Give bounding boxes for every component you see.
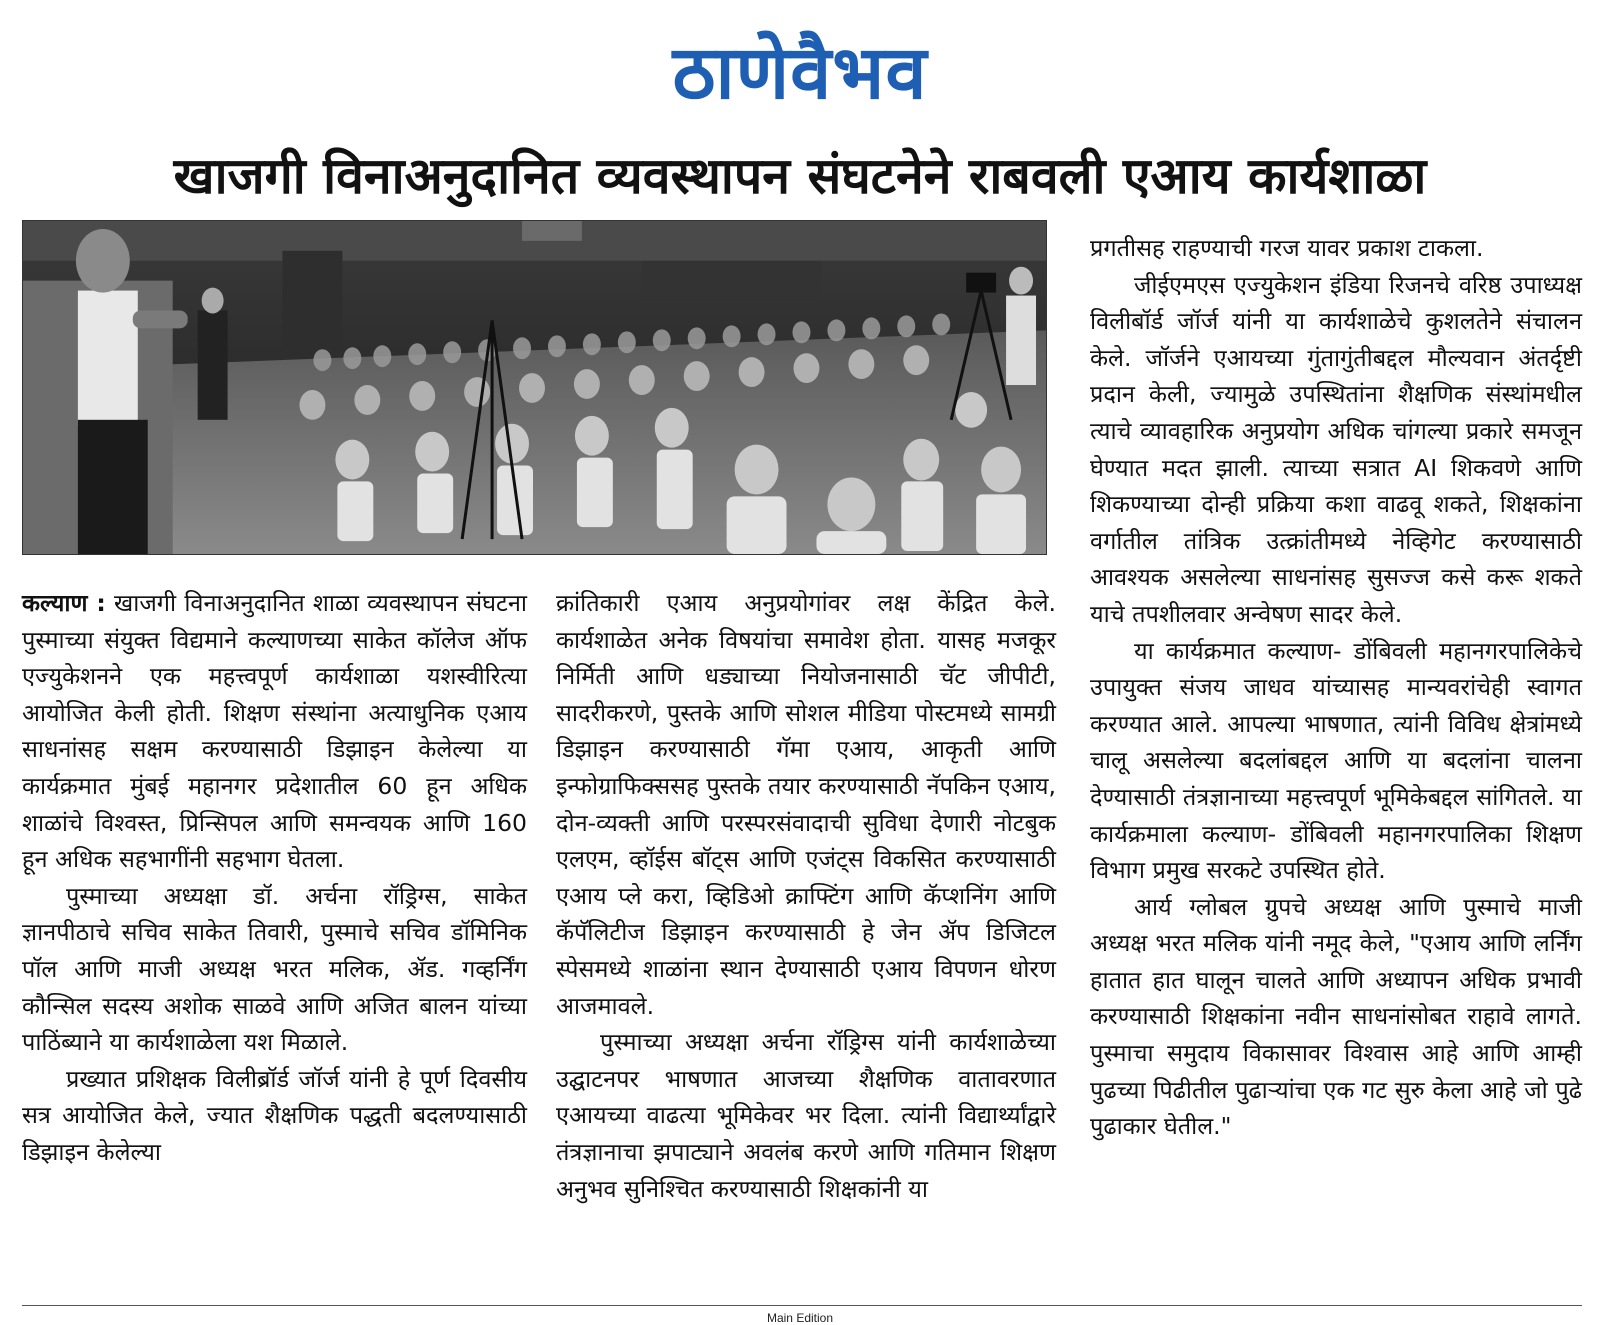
article-column-2 xyxy=(556,585,1056,1207)
masthead xyxy=(0,28,1600,118)
article-paragraph: प्रगतीसह राहण्याची गरज यावर प्रकाश टाकला. xyxy=(1090,234,1484,262)
article-paragraph: पुस्माच्या अध्यक्षा डॉ. अर्चना रॉड्रिग्स, साकेत ज्ञानपीठाचे सचिव साकेत तिवारी, पुस्माचे सचिव डॉमिनिक पॉल आणि माजी अध्यक्ष भरत मलिक, ॲड. गव्हर्निंग कौन्सिल सदस्य अशोक साळवे आणि अजित बालन यांच्या पाठिंब्याने या कार्यशाळेला यश मिळाले. xyxy=(22,881,527,1057)
article-paragraph: या कार्यक्रमात कल्याण- डोंबिवली महानगरपालिकेचे उपायुक्त संजय जाधव यांच्यासह मान्यवरांचेही स्वागत करण्यात आले. आपल्या भाषणात, त्यांनी विविध क्षेत्रांमध्ये चालू असलेल्या बदलांबद्दल आणि या बदलांना चालना देण्यासाठी तंत्रज्ञानाच्या महत्त्वपूर्ण भूमिकेबद्दल सांगितले. या कार्यक्रमाला कल्याण- डोंबिवली महानगरपालिका शिक्षण विभाग प्रमुख सरकटे उपस्थित होते. xyxy=(1090,636,1582,885)
article-column-3 xyxy=(1090,230,1582,1145)
workshop-photo-illustration xyxy=(23,221,1046,554)
article-paragraph: प्रख्यात प्रशिक्षक विलीब्रॉर्ड जॉर्ज यांनी हे पूर्ण दिवसीय सत्र आयोजित केले, ज्यात शैक्षणिक पद्धती बदलण्यासाठी डिझाइन केलेल्या xyxy=(22,1064,527,1166)
article-paragraph: क्रांतिकारी एआय अनुप्रयोगांवर लक्ष केंद्रित केले. कार्यशाळेत अनेक विषयांचा समावेश होता. यासह मजकूर निर्मिती आणि धड्याच्या नियोजनासाठी चॅट जीपीटी, सादरीकरणे, पुस्तके आणि सोशल मीडिया पोस्टमध्ये सामग्री डिझाइन करण्यासाठी गॅमा एआय, आकृती आणि इन्फोग्राफिक्ससह पुस्तके तयार करण्यासाठी नॅपकिन एआय, दोन-व्यक्ती आणि परस्परसंवादाची सुविधा देणारी नोटबुक एलएम, व्हॉईस बॉट्स आणि एजंट्स विकसित करण्यासाठी एआय प्ले करा, व्हिडिओ क्राफ्टिंग आणि कॅप्शनिंग आणि कॅपॅलिटीज डिझाइन करण्यासाठी हे जेन ॲप डिजिटल स्पेसमध्ये शाळांना स्थान देण्यासाठी एआय विपणन धोरण आजमावले. xyxy=(556,589,1056,1020)
article-column-1 xyxy=(22,585,527,1171)
article-paragraph: जीईएमएस एज्युकेशन इंडिया रिजनचे वरिष्ठ उपाध्यक्ष विलीबॉर्ड जॉर्ज यांनी या कार्यशाळेचे कुशलतेने संचालन केले. जॉर्जने एआयच्या गुंतागुंतीबद्दल मौल्यवान अंतर्दृष्टी प्रदान केली, ज्यामुळे उपस्थितांना शैक्षणिक संस्थांमधील त्याचे व्यावहारिक अनुप्रयोग अधिक चांगल्या प्रकारे समजून घेण्यात मदत झाली. त्याच्या सत्रात AI शिकवणे आणि शिकण्याच्या दोन्ही प्रक्रिया कशा वाढवू शकते, शिक्षकांना वर्गातील तांत्रिक उत्क्रांतीमध्ये नेव्हिगेट करण्यासाठी आवश्यक असलेल्या साधनांसह सुसज्ज कसे करू शकते याचे तपशीलवार अन्वेषण सादर केले. xyxy=(1090,270,1582,628)
dateline: कल्याण : xyxy=(22,589,106,617)
article-paragraph xyxy=(22,585,527,878)
newspaper-logo: ठाणेवैभव xyxy=(672,30,928,116)
article-paragraph: पुस्माच्या अध्यक्षा अर्चना रॉड्रिग्स यांनी कार्यशाळेच्या उद्घाटनपर भाषणात आजच्या शैक्षणिक वातावरणात एआयच्या वाढत्या भूमिकेवर भर दिला. त्यांनी विद्यार्थ्यांद्वारे तंत्रज्ञानाचा झपाट्याने अवलंब करणे आणि गतिमान शिक्षण अनुभव सुनिश्चित करण्यासाठी शिक्षकांनी या xyxy=(556,1028,1056,1203)
edition-label: Main Edition xyxy=(766,1311,834,1325)
headline: खाजगी विनाअनुदानित व्यवस्थापन संघटनेने राबवली एआय कार्यशाळा xyxy=(173,147,1427,205)
article-paragraph: आर्य ग्लोबल ग्रुपचे अध्यक्ष आणि पुस्माचे माजी अध्यक्ष भरत मलिक यांनी नमूद केले, "एआय आणि लर्निंग हातात हात घालून चालते आणि अध्यापन अधिक प्रभावी करण्यासाठी शिक्षकांना नवीन साधनांसोबत राहावे लागते. पुस्माचा समुदाय विकासावर विश्वास आहे आणि आम्ही पुढच्या पिढीतील पुढाऱ्यांचा एक गट सुरु केला आहे जो पुढे पुढाकार घेतील." xyxy=(1090,892,1582,1141)
workshop-photo xyxy=(22,220,1047,555)
footer-rule xyxy=(22,1305,1582,1306)
paragraph-text: खाजगी विनाअनुदानित शाळा व्यवस्थापन संघटना पुस्माच्या संयुक्त विद्यमाने कल्याणच्या साकेत कॉलेज ऑफ एज्युकेशनने एक महत्त्वपूर्ण कार्यशाळा यशस्वीरित्या आयोजित केली होती. शिक्षण संस्थांना अत्याधुनिक एआय साधनांसह सक्षम करण्यासाठी डिझाइन केलेल्या या कार्यक्रमात मुंबई महानगर प्रदेशातील 60 हून अधिक शाळांचे विश्वस्त, प्रिन्सिपल आणि समन्वयक आणि 160 हून अधिक सहभागींनी सहभाग घेतला. xyxy=(22,589,527,874)
